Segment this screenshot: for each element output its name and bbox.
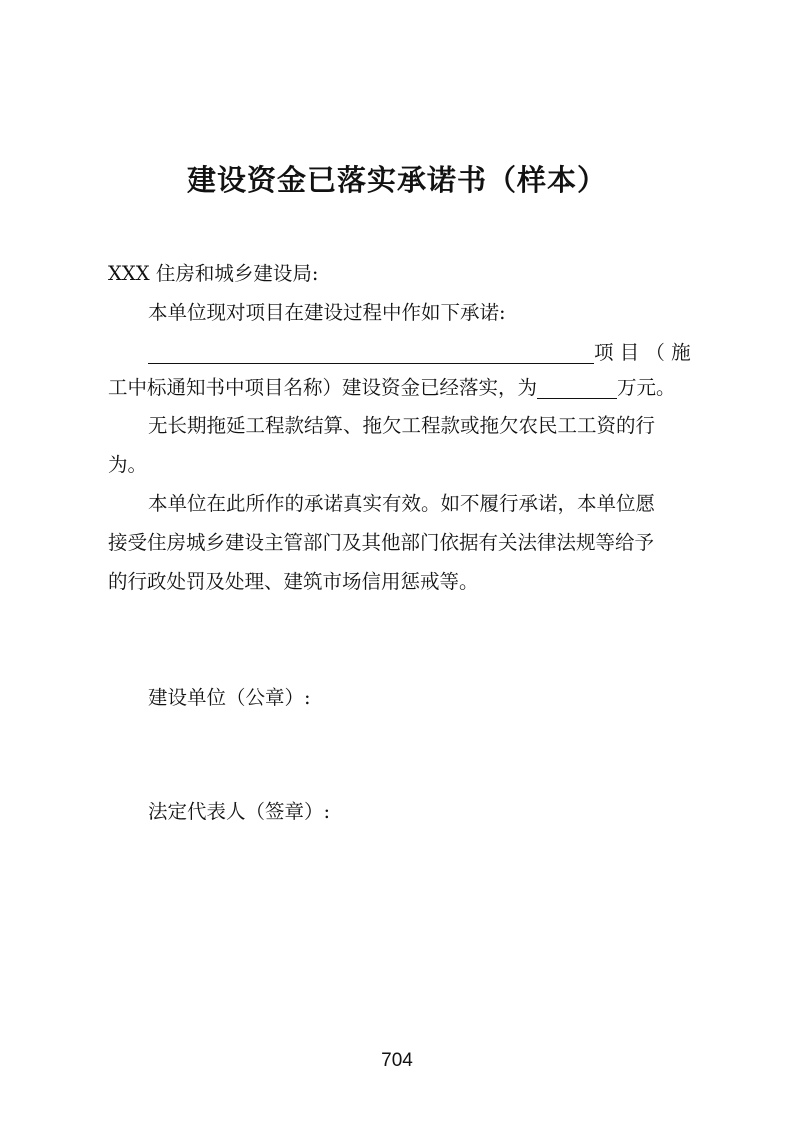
commitment-1-suffix: 项 目 （ 施 bbox=[594, 341, 691, 364]
commitment-1-text: 工中标通知书中项目名称）建设资金已经落实，为 bbox=[108, 376, 538, 399]
commitment-2-line-1: 无长期拖延工程款结算、拖欠工程款或拖欠农民工工资的行 bbox=[148, 414, 656, 437]
signature-unit-label: 建设单位（公章）: bbox=[148, 686, 311, 709]
commitment-2-line-2: 为。 bbox=[108, 453, 148, 476]
project-name-blank[interactable] bbox=[148, 341, 594, 364]
commitment-3-line-3: 的行政处罚及处理、建筑市场信用惩戒等。 bbox=[108, 570, 479, 593]
commitment-3-line-1: 本单位在此所作的承诺真实有效。如不履行承诺，本单位愿 bbox=[148, 492, 656, 515]
commitment-3-line-2: 接受住房城乡建设主管部门及其他部门依据有关法律法规等给予 bbox=[108, 531, 655, 554]
commitment-1-line-1 bbox=[148, 338, 691, 368]
commitment-1-line-2 bbox=[108, 373, 686, 403]
amount-blank[interactable] bbox=[537, 376, 617, 399]
commitment-1-unit: 万元。 bbox=[617, 376, 676, 399]
addressee: XXX 住房和城乡建设局: bbox=[108, 262, 319, 285]
document-title: 建设资金已落实承诺书（样本） bbox=[186, 163, 607, 197]
signature-representative-label: 法定代表人（签章）: bbox=[148, 800, 331, 823]
intro-paragraph: 本单位现对项目在建设过程中作如下承诺: bbox=[148, 301, 506, 324]
page-number: 704 bbox=[381, 1050, 413, 1071]
